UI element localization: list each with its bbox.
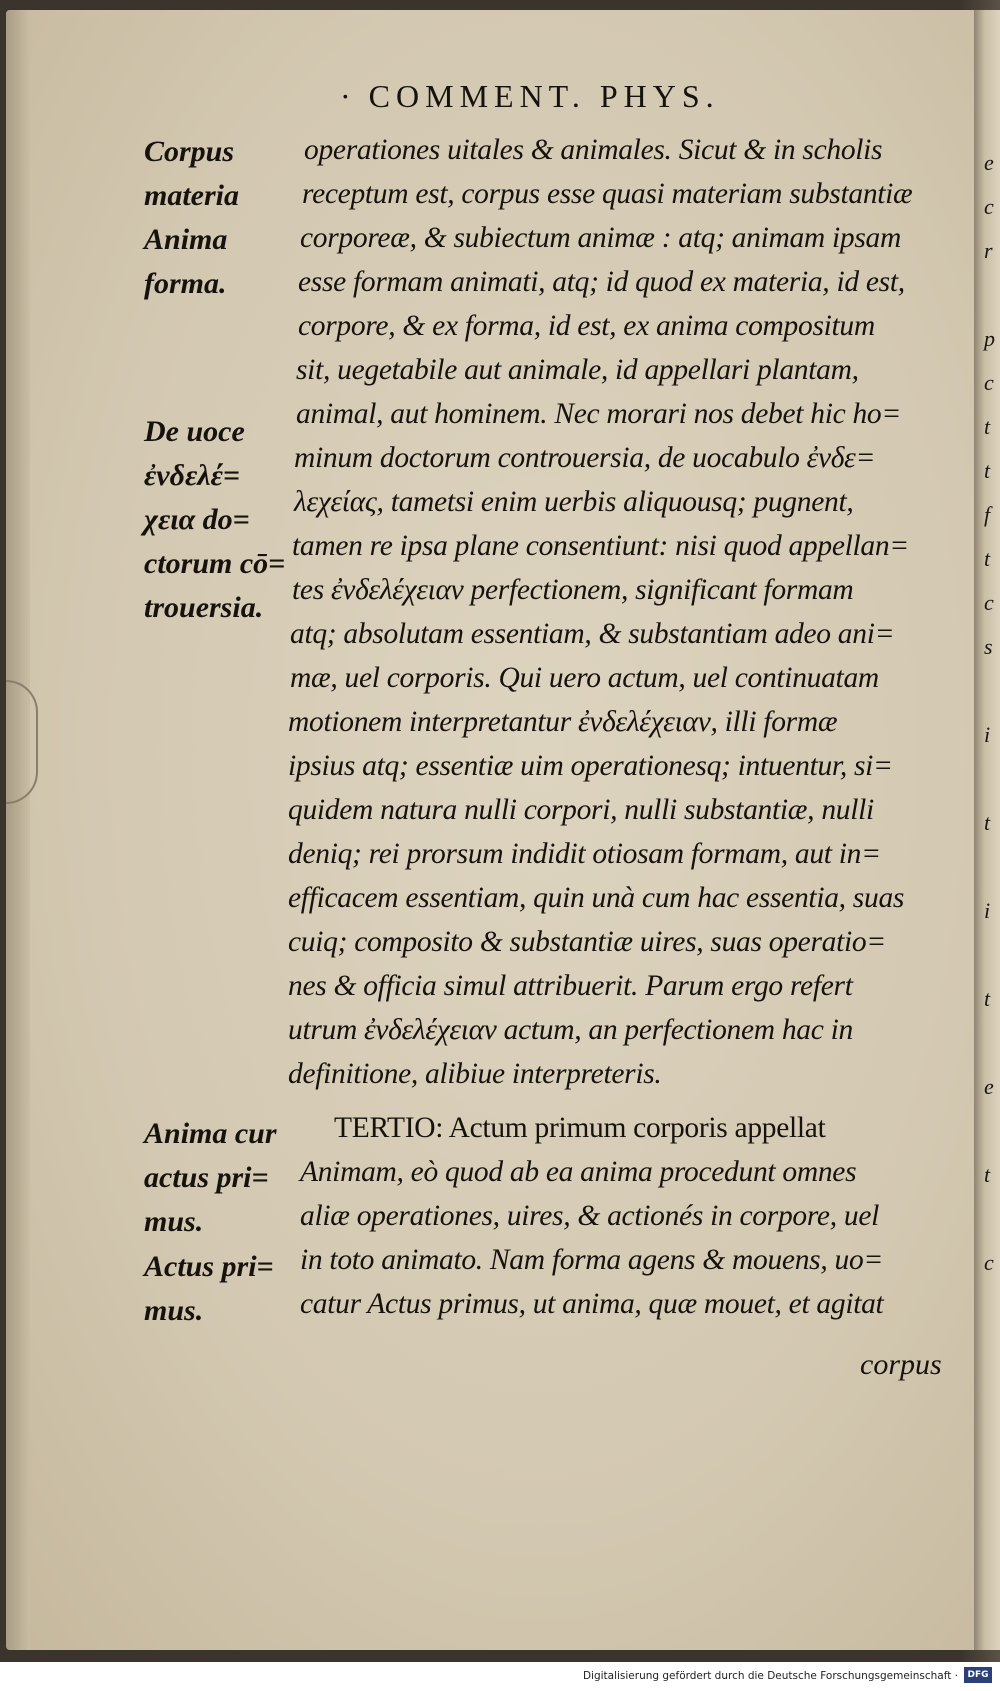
body-line: tes ἐνδελέχειαν perfectionem, significant formam [292,574,854,606]
margin-note-line: actus pri= [144,1161,269,1194]
body-line: aliæ operationes, uires, & actionés in corpore, uel [300,1200,880,1232]
neighbour-letter: c [984,590,994,615]
body-line: corporeæ, & subiectum animæ : atq; animam ipsam [300,222,901,254]
body-line: esse formam animati, atq; id quod ex materia, id est, [298,266,905,298]
margin-note-line: χεια do= [144,503,250,536]
margin-note-line: forma. [144,267,227,300]
margin-note-line: Anima cur [144,1117,277,1150]
margin-note-line: De uoce [144,415,245,448]
body-line: motionem interpretantur ἐνδελέχειαν, illi formæ [288,706,838,738]
body-line: deniq; rei prorsum indidit otiosam formam, aut in= [288,838,881,870]
body-line: in toto animato. Nam forma agens & mouens, uo= [300,1244,883,1276]
page-gutter [6,10,30,1650]
body-line: sit, uegetabile aut animale, id appellari plantam, [296,354,859,386]
body-line: atq; absolutam essentiam, & substantiam adeo ani= [290,618,895,650]
body-line: utrum ἐνδελέχειαν actum, an perfectionem hac in [288,1014,853,1046]
neighbour-letter: c [984,370,994,395]
margin-note-line: Actus pri= [144,1250,274,1283]
body-line: corpore, & ex forma, id est, ex anima compositum [298,310,875,342]
margin-note-de-uoce [144,410,294,630]
body-line: mæ, uel corporis. Qui uero actum, uel continuatam [290,662,879,694]
neighbour-letter: i [984,722,991,747]
body-line: animal, aut hominem. Nec morari nos debet hic ho= [296,398,901,430]
running-head-title: COMMENT. PHYS. [368,78,720,114]
body-line: ipsius atq; essentiæ uim operationesq; intuentur, si= [288,750,893,782]
body-line: tamen re ipsa plane consentiunt: nisi quod appellan= [292,530,909,562]
funding-notice: Digitalisierung gefördert durch die Deutsche Forschungsgemeinschaft · [582,1670,958,1682]
neighbour-letter: c [984,194,994,219]
neighbour-letter: e [984,1074,994,1099]
neighbour-letter: e [984,150,994,175]
body-line: quidem natura nulli corpori, nulli substantiæ, nulli [288,794,874,826]
running-head [340,78,860,115]
body-line-tertio: TERTIO: Actum primum corporis appellat [334,1112,826,1144]
body-line: nes & officia simul attribuerit. Parum ergo refert [288,970,853,1002]
catchword: corpus [860,1348,942,1381]
neighbour-letter: s [984,634,993,659]
margin-note-line: ἐνδελέ= [144,459,241,492]
margin-note-line: mus. [144,1205,204,1238]
running-head-mark: · [340,78,357,114]
body-line: definitione, alibiue interpreteris. [288,1058,662,1090]
neighbour-letter: p [984,326,995,351]
dfg-logo-icon: DFG [964,1667,992,1683]
body-line: catur Actus primus, ut anima, quæ mouet, et agitat [300,1288,884,1320]
neighbour-letter: t [984,810,991,835]
margin-note-anima-cur [144,1112,294,1244]
margin-note-actus-primus [144,1245,294,1333]
neighbour-letter: t [984,414,991,439]
margin-note-line: ctorum cō= [144,547,286,580]
neighbour-letter: f [984,502,991,527]
body-line: λεχείας, tametsi enim uerbis aliquousq; pugnent, [294,486,854,518]
margin-note-line: Corpus [144,135,235,168]
margin-note-line: materia [144,179,239,212]
body-line: efficacem essentiam, quin unà cum hac essentia, suas [288,882,905,914]
body-line: operationes uitales & animales. Sicut & in scholis [304,134,883,166]
neighbour-letter: t [984,546,991,571]
neighbour-letter: r [984,238,993,263]
body-line: receptum est, corpus esse quasi materiam substantiæ [302,178,913,210]
neighbour-letter: c [984,1250,994,1275]
neighbour-letter: t [984,1162,991,1187]
body-line: Animam, eò quod ab ea anima procedunt omnes [300,1156,857,1188]
page-clip-mark [6,680,38,804]
body-line: minum doctorum controuersia, de uocabulo ἐνδε= [294,442,876,474]
neighbour-letter: t [984,458,991,483]
neighbour-letter: i [984,898,991,923]
neighbour-letter: t [984,986,991,1011]
margin-note-corpus [144,130,294,306]
margin-note-line: mus. [144,1294,204,1327]
body-line: cuiq; composito & substantiæ uires, suas operatio= [288,926,886,958]
margin-note-line: Anima [144,223,228,256]
margin-note-line: trouersia. [144,591,264,624]
